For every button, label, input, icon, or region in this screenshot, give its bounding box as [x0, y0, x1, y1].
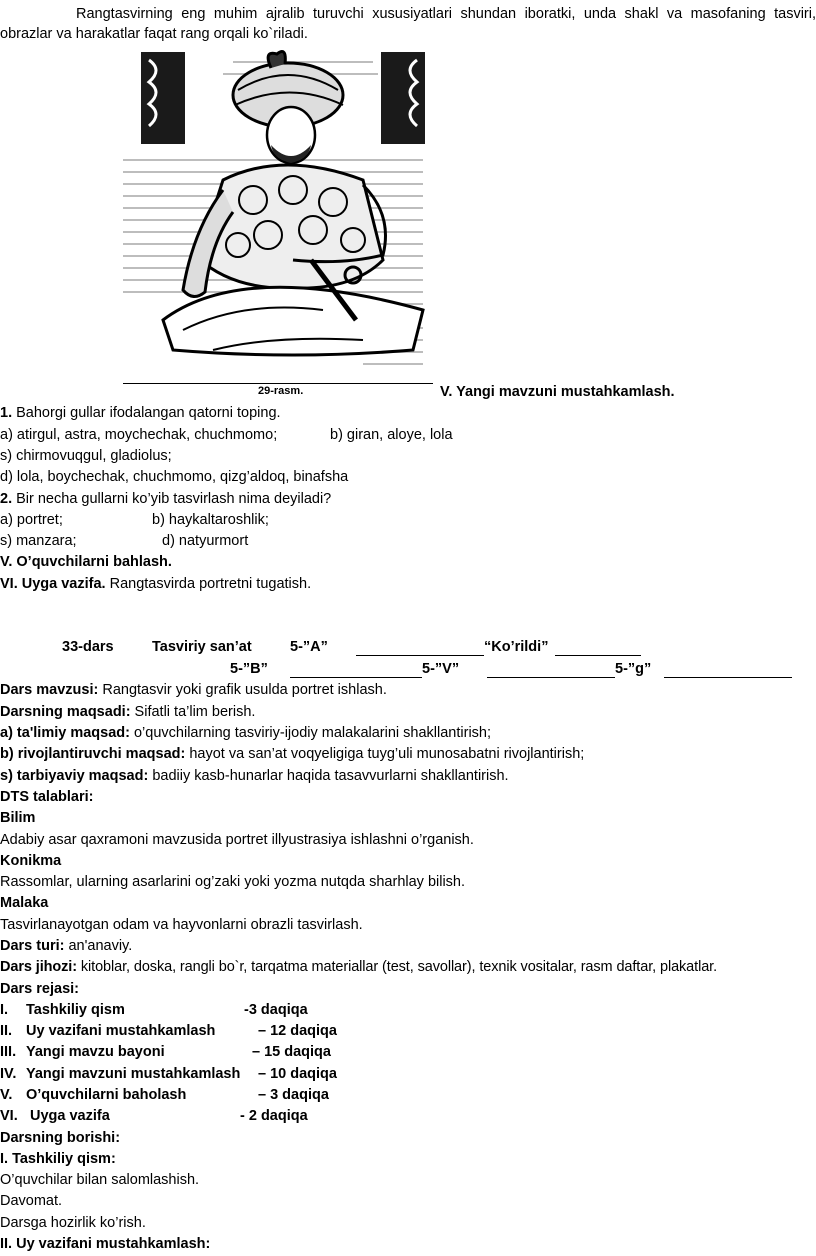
plan-item-name: Tashkiliy qism	[26, 1002, 125, 1018]
plan-item-number: VI.	[0, 1108, 18, 1124]
figure-caption: 29-rasm.	[258, 385, 304, 397]
goal-b-line	[0, 745, 584, 763]
class-b-blank	[290, 665, 422, 678]
assessment-heading: V. O’quvchilarni bahlash.	[0, 554, 172, 570]
question-number: 1.	[0, 405, 13, 421]
topic-line	[0, 681, 387, 699]
topic-label: Dars mavzusi:	[0, 682, 99, 698]
goal-a-label: a) ta'limiy maqsad:	[0, 725, 130, 741]
plan-item-name: Uyga vazifa	[30, 1108, 110, 1124]
portrait-illustration	[123, 50, 433, 384]
section-title: V. Yangi mavzuni mustahkamlash.	[440, 384, 675, 400]
question-number: 2.	[0, 491, 13, 507]
plan-item	[0, 1001, 8, 1019]
step-2-heading: II. Uy vazifani mustahkamlash:	[0, 1236, 211, 1252]
plan-item	[0, 1065, 16, 1083]
answer-option-s: s) manzara;	[0, 533, 77, 549]
goal-text: Sifatli ta’lim berish.	[130, 704, 256, 720]
answer-option-a: a) atirgul, astra, moychechak, chuchmomo;	[0, 427, 278, 443]
malaka-text: Tasvirlanayotgan odam va hayvonlarni obrazli tasvirlash.	[0, 917, 363, 933]
step-1-line: Davomat.	[0, 1193, 63, 1209]
homework-line	[0, 575, 311, 593]
class-v-label: 5-”V”	[422, 661, 460, 677]
class-a-blank	[356, 643, 484, 656]
goal-b-label: b) rivojlantiruvchi maqsad:	[0, 746, 186, 762]
question-2	[0, 490, 331, 508]
dts-heading: DTS talablari:	[0, 789, 94, 805]
class-a-label: 5-”A”	[290, 639, 328, 655]
class-v-blank	[487, 665, 615, 678]
answer-option-b: b) haykaltaroshlik;	[152, 512, 269, 528]
step-1-line: Darsga hozirlik ko’rish.	[0, 1215, 146, 1231]
answer-option-d: d) lola, boychechak, chuchmomo, qizg’aldoq, binafsha	[0, 469, 349, 485]
approved-label: “Ko’rildi”	[484, 639, 549, 655]
malaka-heading: Malaka	[0, 895, 49, 911]
equipment-label: Dars jihozi:	[0, 959, 77, 975]
konikma-text: Rassomlar, ularning asarlarini og’zaki yoki yozma nutqda sharhlay bilish.	[0, 874, 466, 890]
class-b-label: 5-”B”	[230, 661, 268, 677]
goal-b-text: hayot va san’at voqyeligiga tuyg’uli munosabatni rivojlantirish;	[185, 746, 585, 762]
goal-a-text: o’quvchilarning tasviriy-ijodiy malakalarini shakllantirish;	[129, 725, 492, 741]
konikma-heading: Konikma	[0, 853, 62, 869]
plan-item-name: Yangi mavzuni mustahkamlash	[26, 1066, 241, 1082]
plan-item-time: - 2 daqiqa	[240, 1108, 308, 1124]
equipment-text: kitoblar, doska, rangli bo`r, tarqatma materiallar (test, savollar), texnik vositalar, rasm daftar, plakatlar.	[76, 959, 718, 975]
homework-label: VI. Uyga vazifa.	[0, 576, 106, 592]
lesson-type-text: an'anaviy.	[64, 938, 133, 954]
question-text: Bahorgi gullar ifodalangan qatorni toping.	[12, 405, 281, 421]
goal-a-line	[0, 724, 491, 742]
plan-item-time: – 12 daqiqa	[258, 1023, 337, 1039]
plan-item	[0, 1086, 12, 1104]
plan-item-number: I.	[0, 1002, 9, 1018]
bilim-heading: Bilim	[0, 810, 36, 826]
goal-s-line	[0, 767, 509, 785]
answer-option-b: b) giran, aloye, lola	[330, 427, 453, 443]
equipment-line	[0, 958, 717, 976]
class-g-label: 5-”g”	[615, 661, 652, 677]
portrait-drawing	[123, 50, 433, 383]
plan-heading: Dars rejasi:	[0, 981, 79, 997]
plan-item-time: – 15 daqiqa	[252, 1044, 331, 1060]
answer-option-a: a) portret;	[0, 512, 63, 528]
lesson-subject: Tasviriy san’at	[152, 639, 252, 655]
progress-heading: Darsning borishi:	[0, 1130, 121, 1146]
plan-item	[0, 1022, 12, 1040]
goal-line	[0, 703, 255, 721]
approved-blank	[555, 643, 641, 656]
plan-item-name: Uy vazifani mustahkamlash	[26, 1023, 216, 1039]
answer-option-s: s) chirmovuqgul, gladiolus;	[0, 448, 172, 464]
plan-item	[0, 1043, 16, 1061]
homework-text: Rangtasvirda portretni tugatish.	[105, 576, 312, 592]
lesson-type-line	[0, 937, 132, 955]
plan-item-number: V.	[0, 1087, 13, 1103]
lesson-number: 33-dars	[62, 639, 114, 655]
plan-item-name: Yangi mavzu bayoni	[26, 1044, 165, 1060]
answer-option-d: d) natyurmort	[162, 533, 249, 549]
step-1-heading: I. Tashkiliy qism:	[0, 1151, 116, 1167]
intro-paragraph: Rangtasvirning eng muhim ajralib turuvchi xususiyatlari shundan iboratki, unda shakl va masofaning tasviri, obrazlar va harakatlar faqat rang orqali ko`riladi.	[0, 6, 816, 42]
plan-item-time: -3 daqiqa	[244, 1002, 308, 1018]
plan-item-name: O’quvchilarni baholash	[26, 1087, 187, 1103]
plan-item-time: – 3 daqiqa	[258, 1087, 329, 1103]
goal-s-label: s) tarbiyaviy maqsad:	[0, 768, 149, 784]
question-text: Bir necha gullarni ko’yib tasvirlash nima deyiladi?	[12, 491, 332, 507]
plan-item-time: – 10 daqiqa	[258, 1066, 337, 1082]
bilim-text: Adabiy asar qaxramoni mavzusida portret illyustrasiya ishlashni o’rganish.	[0, 832, 474, 848]
plan-item-number: II.	[0, 1023, 13, 1039]
goal-label: Darsning maqsadi:	[0, 704, 131, 720]
class-g-blank	[664, 665, 792, 678]
question-1	[0, 404, 281, 422]
plan-item-number: III.	[0, 1044, 17, 1060]
plan-item-number: IV.	[0, 1066, 17, 1082]
step-1-line: O’quvchilar bilan salomlashish.	[0, 1172, 200, 1188]
plan-item	[0, 1107, 18, 1125]
lesson-type-label: Dars turi:	[0, 938, 65, 954]
topic-text: Rangtasvir yoki grafik usulda portret ishlash.	[98, 682, 387, 698]
goal-s-text: badiiy kasb-hunarlar haqida tasavvurlarni shakllantirish.	[148, 768, 509, 784]
